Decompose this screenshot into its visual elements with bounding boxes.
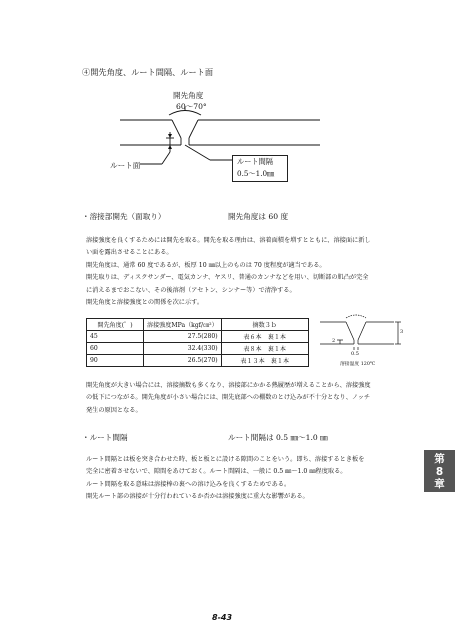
table-cell: 表１３本 裏１本 <box>221 355 308 367</box>
root-gap-section-note: ルート間隔は 0.5 ㎜～1.0 ㎜ <box>228 433 328 442</box>
root-gap-title: ルート間隔 <box>237 157 273 166</box>
paragraph-line: 開先角度と溶接強度との関係を次に示す。 <box>86 299 204 307</box>
paragraph-line: ルート間隔を取る意味は溶接棒の裏への溶け込みを良くするためである。 <box>86 480 291 488</box>
groove-angle-diagram <box>110 88 330 188</box>
groove-paragraph-1 <box>86 235 371 309</box>
chapter-tab <box>424 450 455 492</box>
table-cell: 32.4(330) <box>144 343 222 355</box>
root-gap-value: 0.5～1.0㎜ <box>237 169 275 178</box>
weld-dim-gap: 0.5 <box>351 351 359 357</box>
chapter-tab-char: 第 <box>434 453 445 465</box>
chapter-tab-char: 8 <box>435 465 444 478</box>
weld-dim-thickness: 3 <box>400 329 404 335</box>
table-cell: 27.5(280) <box>144 331 222 343</box>
section-heading: ④開先角度、ルート間隔、ルート面 <box>82 67 214 77</box>
paragraph-line: 発生の原因となる。 <box>86 406 142 414</box>
page-number: 8-43 <box>212 613 233 622</box>
weld-temperature-caption: 溶接温度 120℃ <box>340 362 376 367</box>
table-cell: 90 <box>87 355 144 367</box>
weld-dim-root-face: 2 <box>332 338 336 344</box>
groove-paragraph-2 <box>86 380 371 417</box>
groove-strength-table <box>86 318 309 367</box>
paragraph-line: 溶接強度を良くするためには開先を取る。開先を取る理由は、溶着面積を増すとともに、溶接面に新し <box>86 237 371 244</box>
groove-section-note: 開先角度は 60 度 <box>228 212 289 221</box>
paragraph-line: ルート間隔とは板を突き合わせた時、板と板とに設ける隙間のことをいう。即ち、溶接するとき板を <box>86 456 365 463</box>
paragraph-line: 開先ルート部の溶接が十分行われているか否かは溶接強度に重大な影響がある。 <box>86 493 309 501</box>
table-row <box>87 355 309 367</box>
table-row <box>87 331 309 343</box>
table-header: 開先角度(゜) <box>87 319 144 331</box>
paragraph-line: 完全に密着させないで、隙間をあけておく。ルート間隔は、一般に 0.5 ㎜～1.0 ㎜程度取る。 <box>86 468 347 476</box>
paragraph-line: の低下につながる。開先角度が小さい場合には、開先底部への棚数のとけ込みが不十分となり、ノッチ <box>86 394 371 402</box>
table-cell: 45 <box>87 331 144 343</box>
paragraph-line: 開先角度は、通常 60 度であるが、板厚 10 ㎜以上のものは 70 度程度が適当である。 <box>86 261 326 269</box>
paragraph-line: い面を露出させることにある。 <box>86 249 173 257</box>
groove-angle-label: 開先角度 <box>173 91 204 100</box>
table-cell: 表６本 裏１本 <box>221 331 308 343</box>
groove-section-title: ・溶接部開先（面取り） <box>82 212 166 221</box>
root-gap-paragraph <box>86 454 364 504</box>
paragraph-line: に消えるまでおこない、その後溶剤（アセトン、シンナー等）で清浄する。 <box>86 286 296 294</box>
paragraph-line: 開先角度が大きい場合には、溶接摘数も多くなり、溶接部にかかる熱履歴が増えることから、溶接強度 <box>86 382 371 389</box>
table-cell: 表８本 裏１本 <box>221 343 308 355</box>
table-row <box>87 343 309 355</box>
root-gap-section-title: ・ルート間隔 <box>82 433 128 442</box>
table-header-row <box>87 319 309 331</box>
chapter-tab-char: 章 <box>434 478 445 490</box>
paragraph-line: 開先取りは、ディスクサンダー、電気カンナ、ヤスリ、普通のカンナなどを用い、切断部の肌凸が完全 <box>86 274 369 282</box>
root-face-label: ルート面 <box>110 161 141 170</box>
table-cell: 26.5(270) <box>144 355 222 367</box>
table-header: 摘数３ｂ <box>221 319 308 331</box>
groove-angle-value: 60～70° <box>176 102 207 111</box>
table-header: 溶接強度MPa（kgf/㎝²） <box>144 319 222 331</box>
table-cell: 60 <box>87 343 144 355</box>
weld-cross-section-diagram <box>318 308 404 366</box>
root-gap-box <box>232 155 288 182</box>
